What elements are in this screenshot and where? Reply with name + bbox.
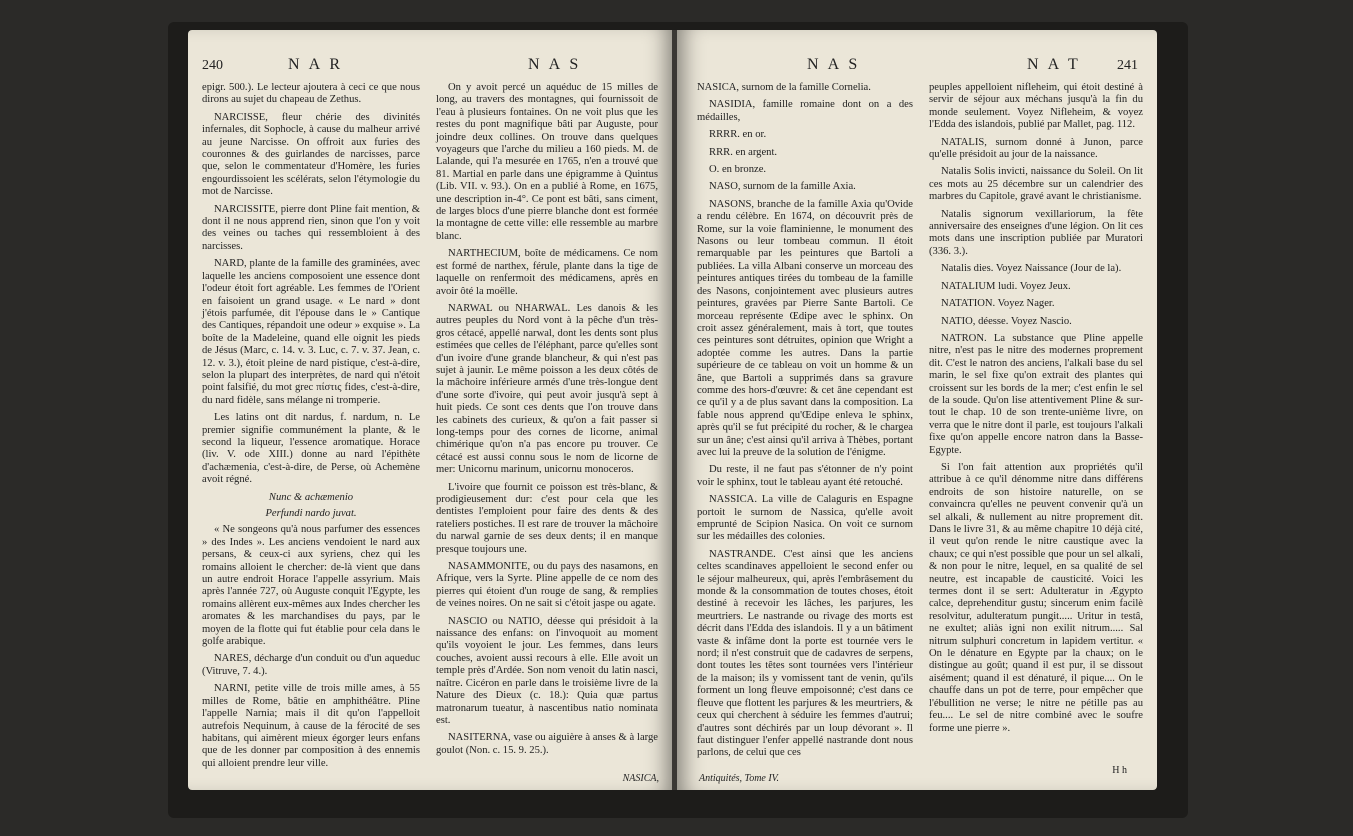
entry-narthecium: NARTHECIUM, boîte de médicamens. Ce nom est formé de narthex, férule, plante dans la tige de laquelle on renfermoit des médicamens, après en avoir ôté la moëlle. <box>436 248 658 297</box>
entry-natio: NATIO, déesse. Voyez Nascio. <box>941 315 1072 327</box>
paragraph: Les latins ont dit nardus, f. nardum, n. Le premier signifie communément la plante, & le second la liqueur, l'essence aromatique. Horace (liv. V. ode XIII.) donne au nard l'épithète d'achæmenia, c'est-à-dire, de Perse, où Achemène avoit régné. <box>202 412 420 486</box>
verse-line: Nunc & achæmenio <box>268 491 354 503</box>
entry-nasons: NASONS, branche de la famille Axia qu'Ovide a rendu célèbre. En 1674, on découvrit près de Rome, sur la voie flaminienne, le monument des Nasons ou leur tombeau commun. Il étoit remarquable par les peintures que Bartoli a publiées. La villa Albani conserve un morceau des peintures antiques tirées du tombeau de la famille des Nasons, conjointement avec plusieurs autres peintures, gravées par Pierre Sante Bartoli. Ce morceau représente Œdipe avec le sphinx. On croit assez généralement, mais à tort, que toutes ces peintures sont détruites, opinion que Wright a adoptée comme les autres. Dans la partie supérieure de ce tableau on voit un homme & un âne, que Bartoli a supprimés dans sa gravure comme des hors-d'œuvre: & cet âne cependant est ce qu'il y a de plus savant dans la composition. La fable nous apprend qu'Œdipe enleva le sphinx, après qu'il se fut précipité du rocher, & le chargea sur un âne; c'est ainsi qu'il arriva à Thèbes, portant avec lui la preuve de la solution de l'énigme. <box>697 198 913 458</box>
right-running-head-left: N A S <box>807 56 861 73</box>
entry-natalium: NATALIUM ludi. Voyez Jeux. <box>941 280 1071 292</box>
entry-nastrande: NASTRANDE. C'est ainsi que les anciens celtes scandinaves appelloient le second enfer ou le séjour malheureux, qui, après l'embrâsement du monde & la consommation de toutes choses, étoit destiné à recevoir les lâches, les parjures, les meurtriers. Le nastrande ou rivage des morts est décrit dans l'Edda des islandois. Il y a un bâtiment vaste & infâme dont la porte est tournée vers le nord; il n'est construit que de cadavres de serpens, dont toutes les têtes sont tournées vers l'intérieur de la maison; ils y vomissent tant de venin, qu'ils forment un long fleuve empoisonné; c'est dans ce fleuve que flottent les parjures & les meurtriers, & ceux qui cherchent à séduire les femmes d'autrui; d'autres sont déchirés par un loup dévorant ». Il faut distinguer l'enfer appellé nastrande dont nous parlons, de celui que ces <box>697 548 913 759</box>
entry-natalis: NATALIS, surnom donné à Junon, parce qu'elle présidoit au jour de la naissance. <box>929 136 1143 161</box>
signature-mark: H h <box>1112 765 1127 776</box>
left-page-header <box>198 56 663 78</box>
verse-line: Perfundi nardo juvat. <box>265 508 357 519</box>
paragraph: « Ne songeons qu'à nous parfumer des essences » des Indes ». Les anciens vendoient le nard aux persans, & ceux-ci aux syriens, chez qui les romains alloient le chercher: de-là vient que dans un autre endroit Horace l'appelle assyrium. Mais après l'année 727, où Auguste conquit l'Egypte, les romains allèrent eux-mêmes aux Indes chercher les aromates & les marchandises du pays, par le moyen de la flotte qui fut établie pour cela dans le golfe arabique. <box>202 524 420 648</box>
entry-narcissite: NARCISSITE, pierre dont Pline fait mention, & dont il ne nous apprend rien, sinon que l'on y voit des veines ou taches qui ressembloient à des narcisses. <box>202 203 420 252</box>
right-page-header <box>687 56 1147 78</box>
entry-narwal: NARWAL ou NHARWAL. Les danois & les autres peuples du Nord vont à la pêche d'un très-gros cétacé, appellé narwal, dont les dents sont plus estimées que celles de l'éléphant, parce qu'elles sont d'un ivoire d'une grande blancheur, & qui n'est pas sujet à jaunir. Le même poisson a les deux côtés de la mâchoire inférieure armés d'une très-longue dent d'une sorte d'ivoire, qui peut avoir jusqu'à sept à huit pieds. Ce sont ces dents que l'on trouve dans les cabinets des curieux, & qu'on a fait passer si long-temps pour des cornes de licorne, animal chimérique qu'on n'a pas encore pu trouver. Ce cétacé est aussi connu sous le nom de licorne de mer: Unicornu marinum, unicornu monoceros. <box>436 302 658 476</box>
right-page-column-2 <box>929 82 1143 740</box>
left-page-column-1 <box>202 82 420 775</box>
right-running-head-right: N A T <box>1027 56 1081 73</box>
catchword: NASICA, <box>622 773 659 784</box>
entry-narni: NARNI, petite ville de trois mille ames, à 55 milles de Rome, bâtie en amphithéâtre. Pline l'appelle Narnia; mais il dit qu'on l'appelloit autrefois Nequinum, à cause de la férocité de ses habitans, qui aimèrent mieux égorger leurs enfans que de les donner par composition à des ennemis qui alloient prendre leur ville. <box>202 683 420 769</box>
paragraph: peuples appelloient nifleheim, qui étoit destiné à servir de séjour aux méchans jusqu'à la fin du monde seulement. Voyez Nifleheim, & voyez l'Edda des islandois, publié par Mallet, pag. 112. <box>929 82 1143 131</box>
rarity-line: O. en bronze. <box>709 164 767 176</box>
entry-nares: NARES, décharge d'un conduit ou d'un aqueduc (Vitruve, 7. 4.). <box>202 653 420 677</box>
left-page-number: 240 <box>202 58 223 73</box>
entry-natalis-signorum: Natalis signorum vexillariorum, la fête anniversaire des enseignes d'une légion. On lit ces mots dans une inscription publiée par Muratori (336. 3.). <box>929 208 1143 257</box>
left-running-head-left: N A R <box>288 56 344 73</box>
entry-nassica: NASSICA. La ville de Calaguris en Espagne portoit le surnom de Nassica, qu'elle avoit emprunté de Scipion Nasica. On voit ce surnom sur les médailles des colonies. <box>697 494 913 543</box>
entry-natron: NATRON. La substance que Pline appelle nitre, n'est pas le nitre des modernes proprement dit. C'est le natron des anciens, l'alkali base du sel marin, le sel fixe qu'on extrait des plantes qui croissent sur les bords de la mer; c'est enfin le sel de la soude. Qu'on lise attentivement Pline & sur-tout le chap. 10 de son trente-unième livre, on verra que le nitre dont il parle, est toujours l'alkali fixe qu'on appelle encore natron dans la Basse-Egypte. <box>929 332 1143 456</box>
entry-nasammonite: NASAMMONITE, ou du pays des nasamons, en Afrique, vers la Syrte. Pline appelle de ce nom des pierres qui étoient d'un rouge de sang, & remplies de veines noires. On ne sait si c'étoit jaspe ou agate. <box>436 561 658 610</box>
entry-nascio: NASCIO ou NATIO, déesse qui présidoit à la naissance des enfans: on l'invoquoit au moment qu'ils voyoient le jour. Les femmes, dans leurs couches, avoient aussi recours à elle. Elle avoit un temple près d'Ardée. Son nom venoit du latin nasci, naître. Cicéron en parle dans le troisième livre de la Nature des Dieux (c. 18.): Quia quæ partus matronarum tueatur, à nascentibus natio nominata est. <box>436 615 658 726</box>
left-running-head-right: N A S <box>528 56 582 73</box>
rarity-line: RRRR. en or. <box>709 129 767 141</box>
right-page-column-1 <box>697 82 913 765</box>
left-page-column-2 <box>436 82 658 762</box>
right-page <box>677 30 1157 790</box>
entry-nasica: NASICA, surnom de la famille Cornelia. <box>697 82 871 93</box>
paragraph: Si l'on fait attention aux propriétés qu'il attribue à ce qu'il dénomme nitre dans différens endroits de son histoire naturelle, on se convaincra qu'elles ne peuvent convenir qu'à un sel alkali, & nullement au nitre proprement dit. Dans le livre 31, & au même chapitre 10 déjà cité, il veut qu'on rende le nitre caustique avec la chaux; ce qui n'est possible que pour un sel alkali, & non pour le nitre, lequel, en sa qualité de sel neutre, est incapable de causticité. Voici les termes dont il se sert: Adulteratur in Ægypto calce, deprehenditur gustu; sincerum enim facilè resolvitur, adulteratum pungit..... Uritur in testâ, ne exultet; aliàs igni non exilit nitrum..... Sal nitrum sulphuri concretum in lapidem vertitur. « On le dénature en Egypte par la chaux; on le distingue au goût; quand il est pur, il se dissout aisément; quand il est dénaturé, il pique.... On le chauffe dans un pot de terre, pour empêcher que l'ébullition ne verse; le nitre ne pétille pas au feu.... Le sel de nitre combiné avec le soufre forme une pierre ». <box>929 461 1143 734</box>
paragraph: On y avoit percé un aquéduc de 15 milles de long, au travers des montagnes, qui fournissoit de l'eau à plusieurs fontaines. On ne voit plus que les restes du pont magnifique bâti par Auguste, pour joindre deux collines. On trouve dans quelques voyageurs que l'arche du milieu a 160 pieds. M. de Lalande, qui l'a mesurée en 1765, n'en a trouvé que 81. Martial en parle dans une épigramme à Quintus (Lib. VII. v. 93.). On en a publié à Rome, en 1675, une description in-4°. Ce pont est bâti, sans ciment, de larges blocs d'une pierre blanche dont est formée la montagne de cette ville: elle ressemble au marbre blanc. <box>436 82 658 242</box>
paragraph: Du reste, il ne faut pas s'étonner de n'y point voir le sphinx, tout le tableau ayant été retouché. <box>697 464 913 488</box>
entry-nard: NARD, plante de la famille des graminées, avec laquelle les anciens composoient une essence dont l'odeur étoit fort agréable. Les femmes de l'Orient en faisoient un grand usage. « Le nard » dont j'étois parfumée, dit l'épouse dans le » Cantique des Cantiques, répandoit une odeur » exquise ». La boîte de la Madeleine, quand elle oignit les pieds de Jésus (Marc, c. 14. v. 3. Luc, c. 7. v. 37. Jean, c. 12. v. 3.), étoit pleine de nard pistique, c'est-à-dire, selon la plupart des interprètes, de nard qui n'étoit point falsifié, du mot grec πίστις fides, c'est-à-dire, du nard fidèle, sans mélange ni tromperie. <box>202 258 420 406</box>
entry-nasiterna: NASITERNA, vase ou aiguière à anses & à large goulot (Non. c. 15. 9. 25.). <box>436 732 658 756</box>
paragraph: L'ivoire que fournit ce poisson est très-blanc, & prodigieusement dur: c'est pour cela que les dentistes l'emploient pour faire des dents & des rateliers postiches. Il est rare de trouver la mâchoire du narwal garnie de ses deux dents; il en manque presque toujours une. <box>436 481 658 555</box>
rarity-line: RRR. en argent. <box>709 146 778 158</box>
left-page <box>188 30 673 790</box>
right-page-number: 241 <box>1117 58 1138 73</box>
entry-nasidia: NASIDIA, famille romaine dont on a des médailles, <box>697 99 913 123</box>
entry-natalis-dies: Natalis dies. Voyez Naissance (Jour de la). <box>941 263 1122 275</box>
entry-natalis-solis: Natalis Solis invicti, naissance du Soleil. On lit ces mots au 25 décembre sur un calendrier des marbres du Capitole, gravé avant le christianisme. <box>929 166 1143 203</box>
entry-natation: NATATION. Voyez Nager. <box>941 298 1055 310</box>
paragraph: epigr. 500.). Le lecteur ajoutera à ceci ce que nous dirons au sujet du chapeau de Zethus. <box>202 82 420 106</box>
entry-narcisse: NARCISSE, fleur chérie des divinités infernales, dit Sophocle, à cause du malheur arrivé au jeune Narcisse. On offroit aux furies des couronnes & des guirlandes de narcisses, parce que, selon le commentateur d'Homère, les furies engourdissoient les scélérats, selon l'étymologie du mot de Narcisse. <box>202 111 420 198</box>
volume-footer: Antiquités, Tome IV. <box>699 773 780 784</box>
entry-naso: NASO, surnom de la famille Axia. <box>709 181 856 193</box>
